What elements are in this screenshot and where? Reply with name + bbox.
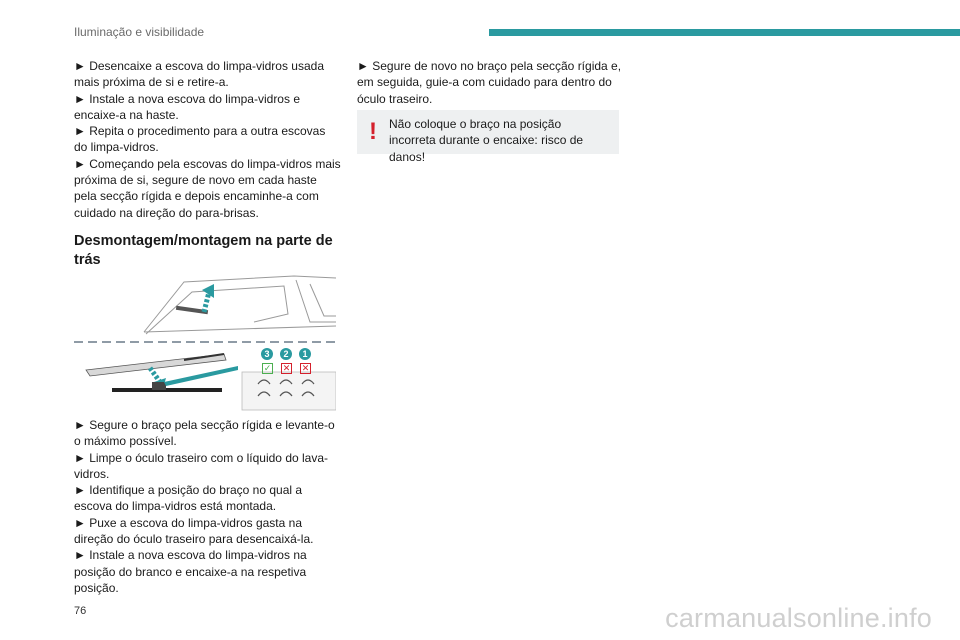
rear-wiper-illustration [74, 270, 336, 412]
header-accent-bar [489, 29, 960, 36]
right-column [357, 58, 625, 107]
warning-icon: ! [369, 118, 377, 145]
cross-icon: ✕ [282, 363, 291, 373]
watermark: carmanualsonline.info [665, 603, 932, 633]
paragraph: ► Puxe a escova do limpa-vidros gasta na direção do óculo traseiro para desencaixá-la. [74, 515, 314, 547]
paragraph: ► Segure de novo no braço pela secção rígida e, em seguida, guie-a com cuidado para dentro do óculo traseiro. [357, 59, 622, 106]
marker-2: 2 [280, 348, 292, 360]
page-number: 76 [74, 605, 87, 617]
paragraph: ► Limpe o óculo traseiro com o líquido do lava-vidros. [74, 450, 329, 481]
section-heading: Desmontagem/montagem na parte de trás [74, 233, 333, 268]
paragraph: ► Instale a nova escova do limpa-vidros na posição do branco e encaixe-a na respetiva posição. [74, 548, 307, 595]
left-column-top [74, 58, 342, 221]
paragraph: ► Identifique a posição do braço no qual a escova do limpa-vidros está montada. [74, 483, 303, 514]
marker-1: 1 [299, 348, 311, 360]
marker-3: 3 [261, 348, 273, 360]
warning-text: Não coloque o braço na posição incorreta durante o encaixe: risco de danos! [389, 117, 584, 164]
paragraph: ► Instale a nova escova do limpa-vidros e encaixe-a na haste. [74, 91, 300, 122]
paragraph: ► Repita o procedimento para a outra escovas do limpa-vidros. [74, 124, 326, 155]
left-column-bottom [74, 417, 342, 596]
warning-box [357, 110, 619, 164]
paragraph: ► Segure o braço pela secção rígida e levante-o o máximo possível. [74, 418, 335, 449]
paragraph: ► Desencaixe a escova do limpa-vidros usada mais próxima de si e retire-a. [74, 59, 325, 90]
header-title: Iluminação e visibilidade [74, 25, 205, 39]
cross-icon: ✕ [301, 363, 310, 373]
check-icon: ✓ [263, 363, 272, 373]
rear-wiper-figure [74, 270, 336, 412]
paragraph: ► Começando pela escovas do limpa-vidros mais próxima de si, segure de novo em cada haste pela secção rígida e depois encaminhe-a com cuidado na direção do para-brisas. [74, 156, 341, 220]
